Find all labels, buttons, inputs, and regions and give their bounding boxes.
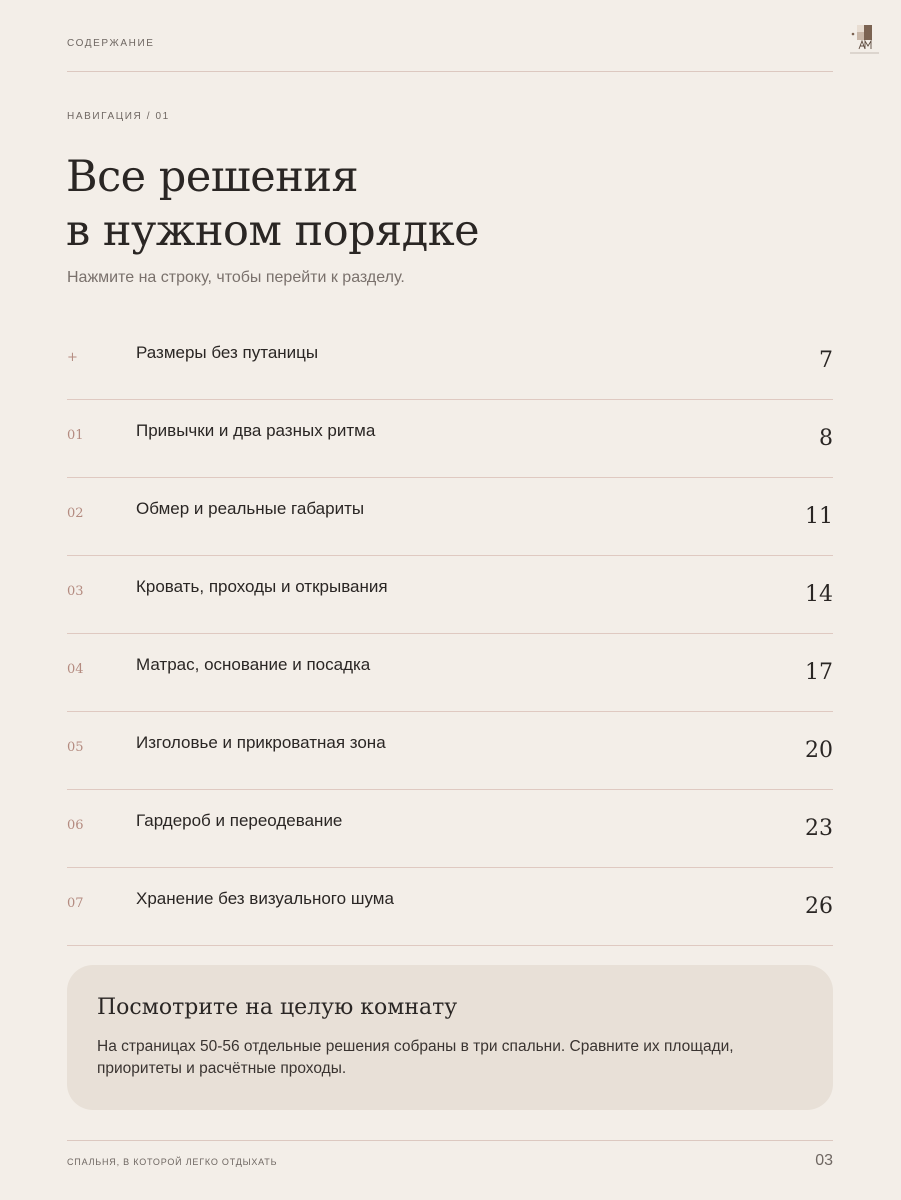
footer-page-number: 03 [815, 1152, 833, 1169]
toc-row-label: Матрас, основание и посадка [136, 655, 371, 674]
callout-title: Посмотрите на целую комнату [97, 995, 458, 1020]
page-title [66, 150, 479, 258]
toc-row-label: Размеры без путаницы [136, 343, 319, 362]
toc-row-habits[interactable] [67, 400, 833, 478]
toc-row-number: 05 [67, 740, 84, 755]
toc-row-label: Кровать, проходы и открывания [136, 577, 388, 596]
toc-row-page: 11 [805, 504, 833, 529]
toc-row-bed[interactable] [67, 556, 833, 634]
toc-row-number: 03 [67, 584, 84, 599]
callout-text: На страницах 50-56 отдельные решения собраны в три спальни. Сравните их площади, приоритеты и расчётные проходы. [97, 1038, 734, 1077]
page-title-line-1: Все решения [66, 152, 359, 202]
toc-row-page: 23 [805, 816, 833, 841]
brand-logo-icon [846, 22, 882, 56]
toc-row-page: 26 [805, 894, 833, 919]
toc-row-label: Привычки и два разных ритма [136, 421, 376, 440]
toc-row-label: Обмер и реальные габариты [136, 499, 365, 518]
table-of-contents [67, 322, 833, 946]
toc-row-storage[interactable] [67, 868, 833, 946]
toc-row-number: 02 [67, 506, 84, 521]
toc-row-measurement[interactable] [67, 478, 833, 556]
toc-row-number: 07 [67, 896, 84, 911]
toc-row-sizes[interactable] [67, 322, 833, 400]
footer-divider [67, 1140, 833, 1141]
toc-row-wardrobe[interactable] [67, 790, 833, 868]
toc-row-number: 04 [67, 662, 84, 677]
toc-row-page: 7 [819, 348, 833, 373]
section-eyebrow: НАВИГАЦИЯ / 01 [67, 111, 170, 122]
page-subtitle: Нажмите на строку, чтобы перейти к разделу. [67, 269, 405, 286]
header-section-label: СОДЕРЖАНИЕ [67, 38, 155, 49]
page-title-line-2: в нужном порядке [66, 206, 480, 256]
toc-row-label: Хранение без визуального шума [136, 889, 394, 908]
toc-row-number: 06 [67, 818, 84, 833]
toc-row-page: 20 [805, 738, 833, 763]
toc-row-mattress[interactable] [67, 634, 833, 712]
room-overview-callout [67, 965, 833, 1110]
toc-row-label: Гардероб и переодевание [136, 811, 343, 830]
header-divider [67, 71, 833, 72]
toc-row-number: 01 [67, 428, 84, 443]
toc-row-page: 17 [805, 660, 833, 685]
toc-row-page: 14 [805, 582, 833, 607]
toc-row-label: Изголовье и прикроватная зона [136, 733, 386, 752]
toc-row-number: + [67, 350, 78, 365]
footer-book-title: СПАЛЬНЯ, В КОТОРОЙ ЛЕГКО ОТДЫХАТЬ [67, 1157, 278, 1167]
toc-row-headboard[interactable] [67, 712, 833, 790]
toc-row-page: 8 [819, 426, 833, 451]
